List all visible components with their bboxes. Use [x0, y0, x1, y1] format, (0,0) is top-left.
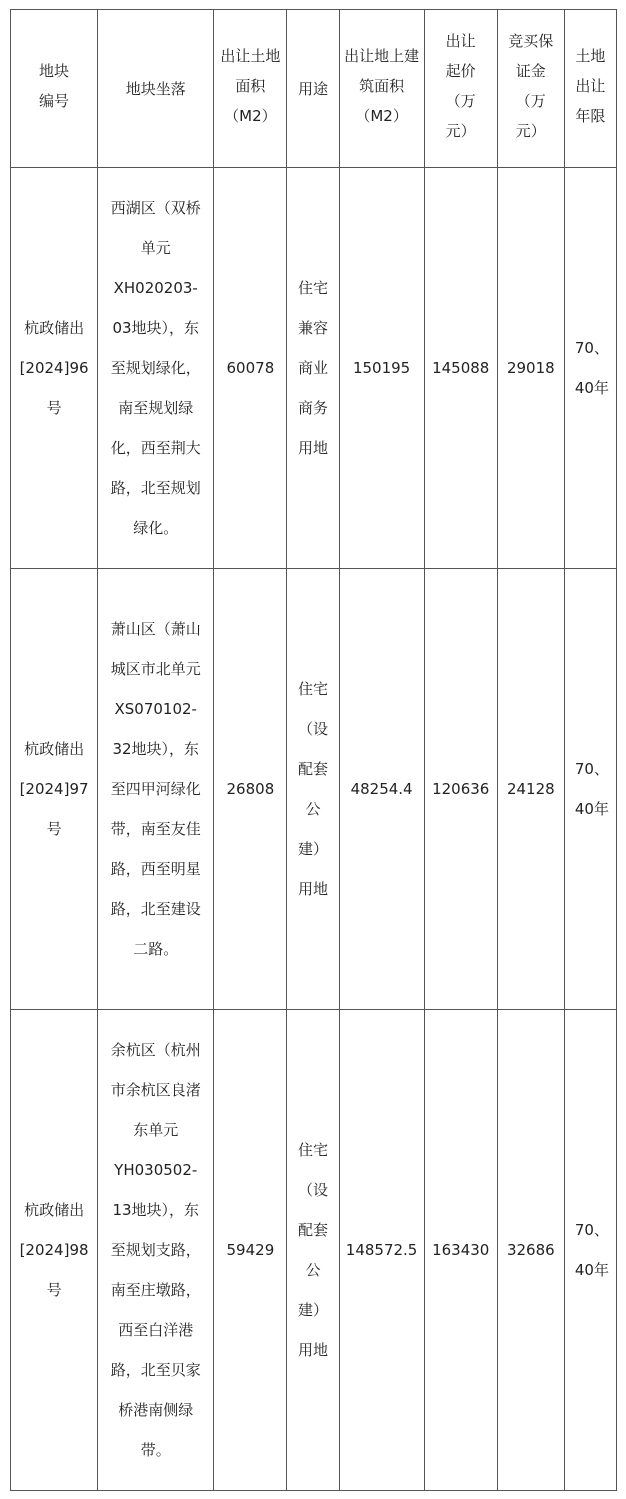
start-price-cell: 145088 [424, 168, 497, 569]
term-cell: 70、40年 [564, 168, 616, 569]
land-area-cell: 59429 [214, 1010, 287, 1491]
term-cell: 70、40年 [564, 569, 616, 1010]
start-price-cell: 120636 [424, 569, 497, 1010]
header-deposit: 竞买保证金（万元） [497, 10, 564, 168]
header-plot-id: 地块编号 [11, 10, 98, 168]
building-area-cell: 148572.5 [339, 1010, 424, 1491]
table-row [11, 1010, 617, 1491]
building-area-cell: 48254.4 [339, 569, 424, 1010]
header-land-area: 出让土地面积（M2） [214, 10, 287, 168]
land-area-cell: 60078 [214, 168, 287, 569]
location-cell: 余杭区（杭州市余杭区良渚东单元YH030502-13地块），东至规划支路，南至庄墩路，西至白洋港路，北至贝家桥港南侧绿带。 [98, 1010, 214, 1491]
table-row [11, 168, 617, 569]
land-area-cell: 26808 [214, 569, 287, 1010]
header-use: 用途 [287, 10, 339, 168]
plot-id-cell: 杭政储出[2024]96号 [11, 168, 98, 569]
land-transfer-table [10, 9, 617, 1491]
deposit-cell: 24128 [497, 569, 564, 1010]
start-price-cell: 163430 [424, 1010, 497, 1491]
location-cell: 西湖区（双桥单元XH020203-03地块），东至规划绿化，南至规划绿化，西至荆大路，北至规划绿化。 [98, 168, 214, 569]
header-location: 地块坐落 [98, 10, 214, 168]
header-start-price: 出让起价（万元） [424, 10, 497, 168]
table-row [11, 569, 617, 1010]
use-cell: 住宅（设配套公建）用地 [287, 1010, 339, 1491]
header-building-area: 出让地上建筑面积（M2） [339, 10, 424, 168]
plot-id-cell: 杭政储出[2024]98号 [11, 1010, 98, 1491]
term-cell: 70、40年 [564, 1010, 616, 1491]
use-cell: 住宅兼容商业商务用地 [287, 168, 339, 569]
deposit-cell: 29018 [497, 168, 564, 569]
table-header-row [11, 10, 617, 168]
deposit-cell: 32686 [497, 1010, 564, 1491]
use-cell: 住宅（设配套公建）用地 [287, 569, 339, 1010]
location-cell: 萧山区（萧山城区市北单元XS070102-32地块），东至四甲河绿化带，南至友佳路，西至明星路，北至建设二路。 [98, 569, 214, 1010]
building-area-cell: 150195 [339, 168, 424, 569]
plot-id-cell: 杭政储出[2024]97号 [11, 569, 98, 1010]
header-term: 土地出让年限 [564, 10, 616, 168]
